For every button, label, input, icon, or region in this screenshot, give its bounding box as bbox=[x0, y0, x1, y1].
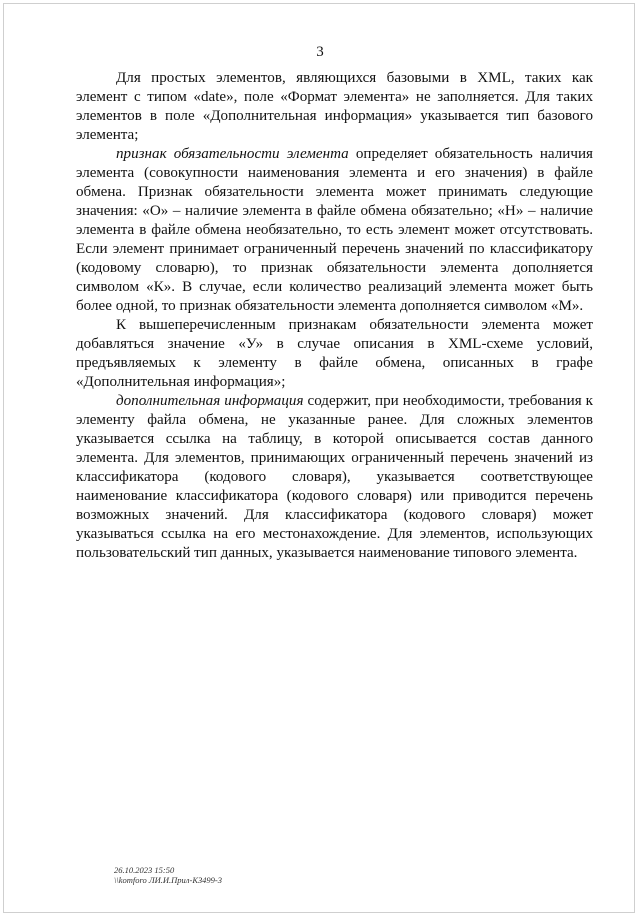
paragraph-text: К вышеперечисленным признакам обязательности элемента может добавляться значение «У» в случае описания в XML-схеме условий, предъявляемых к элементу в файле обмена, описанных в графе «Дополнительная информация»; bbox=[76, 317, 593, 390]
footer-file-path: \\komforo ЛИ.И.Прил-КЗ499-3 bbox=[114, 875, 223, 885]
paragraph-condition-flag bbox=[76, 316, 593, 392]
document-body bbox=[76, 69, 593, 563]
paragraph-text: Для простых элементов, являющихся базовыми в XML, таких как элемент с типом «date», поле «Формат элемента» не заполняется. Для таких элементов в поле «Дополнительная информация» указывается тип базового элемента; bbox=[76, 70, 593, 143]
term-required-flag: признак обязательности элемента bbox=[116, 146, 349, 162]
paragraph-base-elements bbox=[76, 69, 593, 145]
paragraph-required-flag bbox=[76, 145, 593, 316]
term-additional-info: дополнительная информация bbox=[116, 393, 304, 409]
footer-timestamp: 26.10.2023 15:50 bbox=[114, 865, 175, 875]
page-number: 3 bbox=[316, 44, 324, 60]
paragraph-text: определяет обязательность наличия элемента (совокупности наименования элемента и его значения) в файле обмена. Признак обязательности элемента может принимать следующие значения: «О» – наличие элемента в файле обмена обязательно; «Н» – наличие элемента в файле обмена необязательно, то есть элемент может отсутствовать. Если элемент принимает ограниченный перечень значений по классификатору (кодовому словарю), то признак обязательности элемента дополняется символом «К». В случае, если количество реализаций элемента может быть более одной, то признак обязательности элемента дополняется символом «М». bbox=[76, 146, 593, 314]
footer-stamp bbox=[114, 865, 222, 885]
paragraph-additional-info bbox=[76, 392, 593, 563]
paragraph-text: содержит, при необходимости, требования к элементу файла обмена, не указанные ранее. Для сложных элементов указывается ссылка на таблицу, в которой описывается состав данного элемента. Для элементов, принимающих ограниченный перечень значений из классификатора (кодового словаря), указывается соответствующее наименование классификатора (кодового словаря) или приводится перечень возможных значений. Для классификатора (кодового словаря) может указываться ссылка на его местонахождение. Для элементов, использующих пользовательский тип данных, указывается наименование типового элемента. bbox=[76, 393, 594, 561]
